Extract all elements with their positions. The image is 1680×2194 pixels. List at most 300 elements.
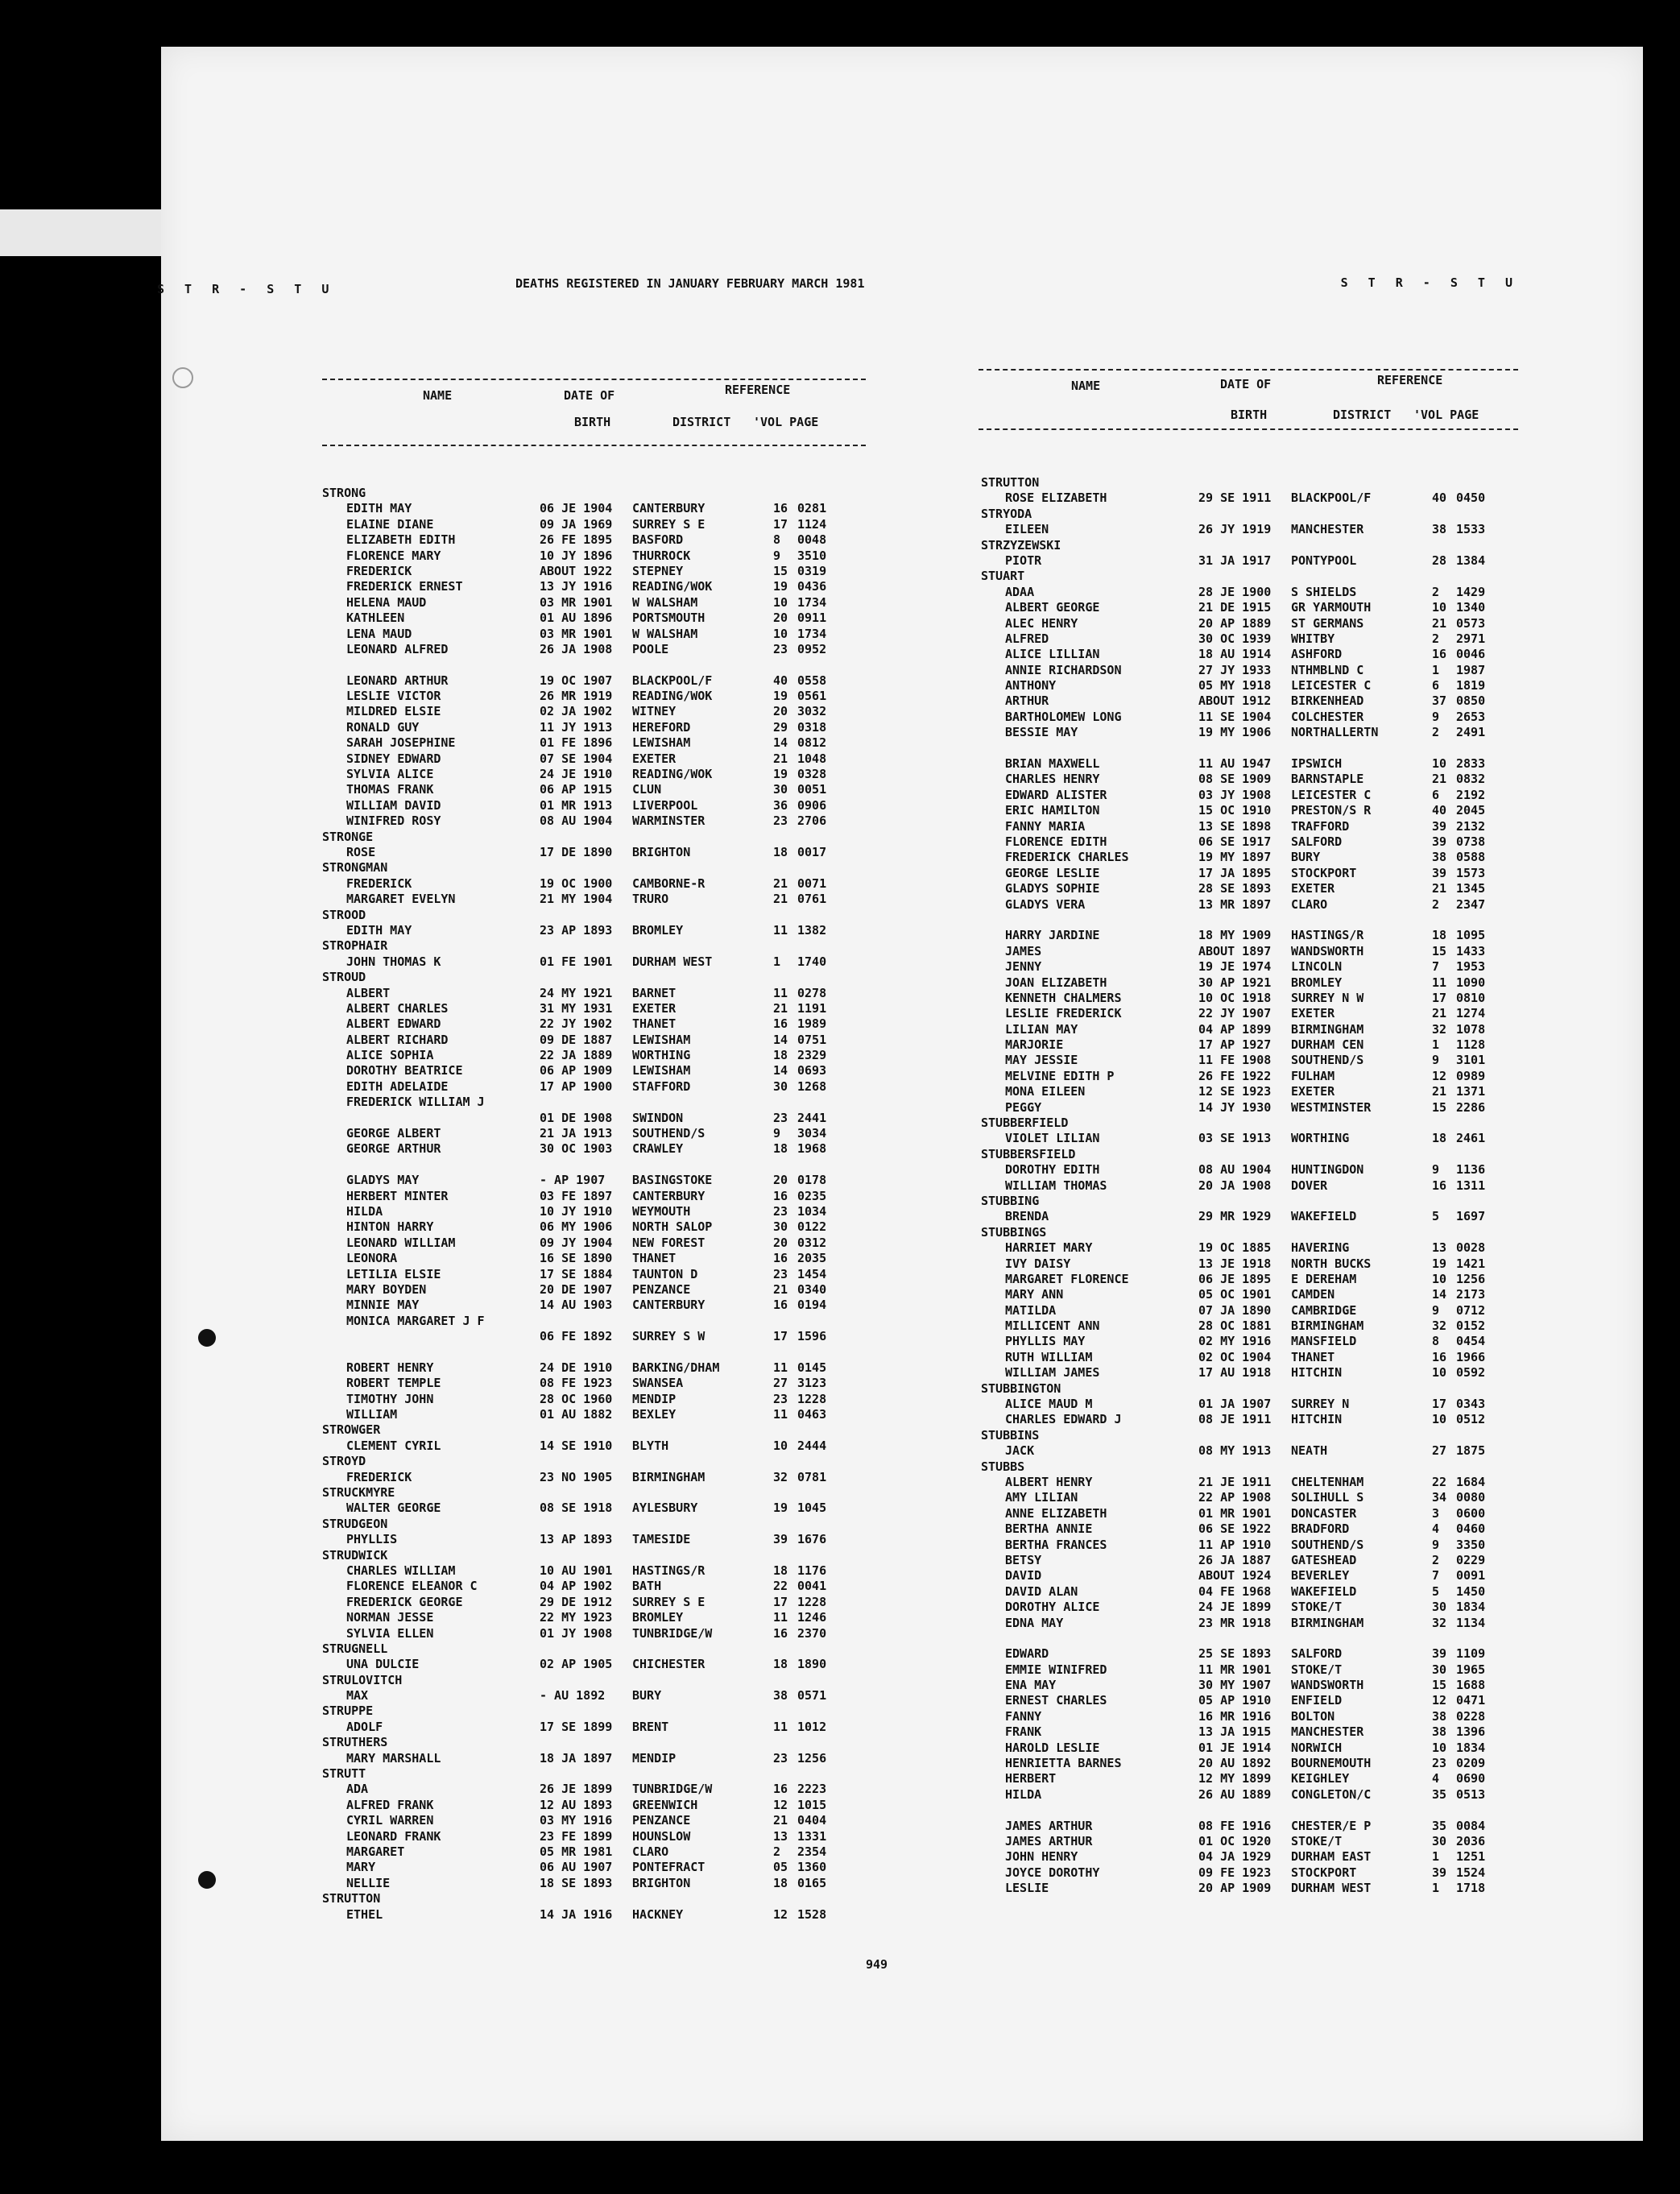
page: 1524 (1456, 1865, 1486, 1880)
death-entry (981, 1538, 1529, 1553)
page: 3510 (797, 548, 827, 563)
volume: 4 (1432, 1771, 1440, 1786)
death-entry (981, 819, 1529, 834)
forenames: BRIAN MAXWELL (1005, 756, 1100, 772)
death-entry (322, 1439, 870, 1454)
volume: 19 (773, 579, 788, 594)
volume: 17 (1432, 1397, 1447, 1412)
date-of-birth: 31 MY 1931 (540, 1000, 613, 1016)
forenames: LESLIE FREDERICK (1005, 1006, 1122, 1021)
forenames: LEONARD ALFRED (346, 641, 449, 656)
surname-heading (981, 475, 1529, 491)
death-entry (981, 772, 1529, 787)
page: 1251 (1456, 1849, 1486, 1865)
date-of-birth: 13 SE 1898 (1198, 818, 1272, 834)
page: 1274 (1456, 1006, 1486, 1021)
page: 0952 (797, 641, 827, 656)
district: STOCKPORT (1291, 1865, 1357, 1880)
death-entry (981, 647, 1529, 662)
date-of-birth: 04 FE 1968 (1198, 1583, 1272, 1599)
death-entry (981, 663, 1529, 678)
punch-hole (198, 1871, 216, 1889)
district: PRESTON/S R (1291, 803, 1372, 818)
page: 2706 (797, 813, 827, 829)
district: SOUTHEND/S (1291, 1053, 1364, 1068)
punch-hole (198, 1329, 216, 1347)
page: 2329 (797, 1048, 827, 1063)
volume: 18 (773, 1048, 788, 1063)
page: 2833 (1456, 756, 1486, 772)
volume: 21 (773, 892, 788, 907)
page: 1989 (797, 1016, 827, 1032)
death-entry (981, 1443, 1529, 1459)
col-vol-page: 'VOL PAGE (753, 415, 819, 429)
volume: 9 (1432, 709, 1440, 724)
date-of-birth: 14 JA 1916 (540, 1906, 613, 1922)
volume: 2 (1432, 631, 1440, 646)
volume: 32 (1432, 1615, 1447, 1630)
district: LEWISHAM (632, 1063, 691, 1078)
death-entry (322, 1033, 870, 1048)
date-of-birth: 26 AU 1889 (1198, 1786, 1272, 1802)
page: 0080 (1456, 1490, 1486, 1505)
volume: 39 (1432, 818, 1447, 834)
page: 0471 (1456, 1693, 1486, 1708)
surname-heading (322, 1703, 870, 1719)
volume: 3 (1432, 1505, 1440, 1521)
volume: 9 (773, 548, 781, 563)
district: MENDIP (632, 1750, 677, 1766)
page: 1965 (1456, 1662, 1486, 1677)
date-of-birth: 17 AU 1918 (1198, 1365, 1272, 1381)
death-entry (981, 1881, 1529, 1896)
forenames: HARRY JARDINE (1005, 928, 1100, 943)
volume: 16 (773, 1782, 788, 1797)
forenames: CHARLES WILLIAM (346, 1563, 456, 1578)
volume: 11 (773, 1610, 788, 1625)
death-entry (322, 1829, 870, 1844)
district: EXETER (1291, 881, 1335, 896)
district: LEWISHAM (632, 735, 691, 751)
date-of-birth: 19 OC 1885 (1198, 1240, 1272, 1256)
death-entry (981, 1084, 1529, 1099)
district: ST GERMANS (1291, 615, 1364, 631)
volume: 23 (773, 813, 788, 829)
district: WORTHING (1291, 1131, 1350, 1146)
volume: 22 (773, 1579, 788, 1594)
date-of-birth: 19 MY 1897 (1198, 850, 1272, 865)
district: HUNTINGDON (1291, 1162, 1364, 1178)
death-entry (322, 1001, 870, 1016)
district: STOKE/T (1291, 1600, 1343, 1615)
death-entry (981, 1819, 1529, 1834)
surname-heading (322, 1454, 870, 1469)
volume: 32 (1432, 1021, 1447, 1037)
page: 1834 (1456, 1740, 1486, 1755)
page: 0122 (797, 1219, 827, 1235)
page: 1968 (797, 1141, 827, 1157)
forenames: NORMAN JESSE (346, 1610, 434, 1625)
district: E DEREHAM (1291, 1271, 1357, 1286)
death-entry (981, 1100, 1529, 1116)
volume: 11 (773, 1360, 788, 1375)
page: 0810 (1456, 990, 1486, 1005)
district: WESTMINSTER (1291, 1099, 1372, 1115)
date-of-birth: 22 MY 1923 (540, 1610, 613, 1625)
page: 1740 (797, 954, 827, 969)
forenames: EILEEN (1005, 522, 1049, 537)
date-of-birth: 11 AP 1910 (1198, 1537, 1272, 1552)
district: SURREY N W (1291, 990, 1364, 1005)
death-entry (322, 1298, 870, 1313)
page: 0850 (1456, 693, 1486, 709)
surname: STRUGNELL (322, 1641, 388, 1656)
date-of-birth: 19 MY 1906 (1198, 725, 1272, 740)
page: 0328 (797, 767, 827, 782)
volume: 16 (773, 1188, 788, 1203)
forenames: BETSY (1005, 1552, 1042, 1567)
date-of-birth: 18 JA 1897 (540, 1750, 613, 1766)
district: S SHIELDS (1291, 584, 1357, 599)
death-entry (981, 1756, 1529, 1771)
volume: 16 (1432, 1349, 1447, 1364)
district: GR YARMOUTH (1291, 600, 1372, 615)
col-reference: REFERENCE (1377, 373, 1443, 387)
date-of-birth: - AP 1907 (540, 1173, 606, 1188)
death-entry (981, 616, 1529, 631)
page: 0343 (1456, 1397, 1486, 1412)
date-of-birth: 22 JA 1889 (540, 1048, 613, 1063)
date-of-birth: 24 MY 1921 (540, 985, 613, 1000)
death-entry (981, 1397, 1529, 1412)
forenames: NELLIE (346, 1875, 391, 1890)
district: BIRMINGHAM (1291, 1615, 1364, 1630)
forenames: JAMES ARTHUR (1005, 1818, 1093, 1833)
date-of-birth: 03 MY 1916 (540, 1813, 613, 1828)
date-of-birth: 06 FE 1892 (540, 1329, 613, 1344)
death-entry (981, 1662, 1529, 1678)
surname-heading (322, 1673, 870, 1688)
forenames: ANNE ELIZABETH (1005, 1505, 1107, 1521)
district: BARNSTAPLE (1291, 772, 1364, 787)
surname: STRUDGEON (322, 1516, 388, 1531)
district: DURHAM EAST (1291, 1849, 1372, 1865)
surname-heading (322, 1422, 870, 1438)
date-of-birth: 05 OC 1901 (1198, 1287, 1272, 1302)
volume: 21 (1432, 881, 1447, 896)
divider (322, 379, 866, 380)
death-entry (322, 720, 870, 735)
forenames: HERBERT MINTER (346, 1188, 449, 1203)
death-entry (981, 1069, 1529, 1084)
forenames: LENA MAUD (346, 626, 412, 641)
date-of-birth: 11 JY 1913 (540, 719, 613, 735)
district: CAMBRIDGE (1291, 1302, 1357, 1318)
surname: STRUTTON (322, 1891, 381, 1906)
volume: 32 (1432, 1318, 1447, 1334)
forenames: JAMES (1005, 943, 1042, 958)
forenames: CHARLES HENRY (1005, 772, 1100, 787)
volume: 23 (1432, 1756, 1447, 1771)
death-entry (981, 1553, 1529, 1568)
district: TUNBRIDGE/W (632, 1625, 713, 1641)
date-of-birth: 18 MY 1909 (1198, 928, 1272, 943)
district: WANDSWORTH (1291, 1678, 1364, 1693)
page: 2653 (1456, 709, 1486, 724)
district: HACKNEY (632, 1906, 684, 1922)
forenames: EMMIE WINIFRED (1005, 1662, 1107, 1677)
page: 0235 (797, 1188, 827, 1203)
volume: 21 (1432, 1006, 1447, 1021)
death-entry (322, 1141, 870, 1157)
district: NORWICH (1291, 1740, 1343, 1755)
death-entry (322, 813, 870, 829)
district: CANTERBURY (632, 501, 706, 516)
page: 0911 (797, 611, 827, 626)
volume: 10 (773, 594, 788, 610)
forenames: SYLVIA ALICE (346, 767, 434, 782)
forenames: ALBERT GEORGE (1005, 600, 1100, 615)
death-entry (981, 1678, 1529, 1693)
death-entry (322, 1016, 870, 1032)
district: FULHAM (1291, 1068, 1335, 1083)
forenames: MARY ANN (1005, 1287, 1064, 1302)
date-of-birth: 02 MY 1916 (1198, 1334, 1272, 1349)
district: BIRKENHEAD (1291, 693, 1364, 709)
volume: 6 (1432, 787, 1440, 802)
page: 0592 (1456, 1365, 1486, 1381)
death-entry (981, 944, 1529, 959)
volume: 14 (773, 735, 788, 751)
forenames: ALBERT EDWARD (346, 1016, 441, 1032)
forenames: UNA DULCIE (346, 1657, 420, 1672)
death-entry (981, 1178, 1529, 1194)
volume: 18 (1432, 1131, 1447, 1146)
page: 2441 (797, 1110, 827, 1125)
volume: 16 (773, 1016, 788, 1032)
district: DURHAM WEST (1291, 1881, 1372, 1896)
volume: 12 (1432, 1068, 1447, 1083)
district: LINCOLN (1291, 959, 1343, 975)
date-of-birth: 10 AU 1901 (540, 1563, 613, 1578)
death-entry (981, 725, 1529, 740)
death-entry (981, 1131, 1529, 1146)
forenames: GLADYS MAY (346, 1173, 420, 1188)
volume: 23 (773, 641, 788, 656)
date-of-birth: 28 OC 1881 (1198, 1318, 1272, 1334)
page: 1095 (1456, 928, 1486, 943)
death-entry (981, 553, 1529, 569)
district: IPSWICH (1291, 756, 1343, 772)
date-of-birth: 26 JE 1899 (540, 1782, 613, 1797)
district: SALFORD (1291, 1646, 1343, 1662)
col-birth: BIRTH (574, 415, 611, 429)
date-of-birth: 12 AU 1893 (540, 1797, 613, 1812)
surname: STUART (981, 569, 1025, 584)
date-of-birth: 17 DE 1890 (540, 844, 613, 859)
district: READING/WOK (632, 767, 713, 782)
date-of-birth: 23 NO 1905 (540, 1469, 613, 1484)
surname-heading (322, 938, 870, 954)
surname: STRUTTON (981, 475, 1040, 490)
death-entry (981, 1616, 1529, 1631)
death-entry (981, 1490, 1529, 1505)
page-number: 949 (866, 1957, 888, 1972)
volume: 14 (773, 1032, 788, 1047)
date-of-birth: 08 JE 1911 (1198, 1412, 1272, 1427)
death-entry (322, 751, 870, 767)
district: EXETER (632, 751, 677, 766)
forenames: ALBERT HENRY (1005, 1475, 1093, 1489)
volume: 21 (773, 751, 788, 766)
date-of-birth: 15 OC 1910 (1198, 803, 1272, 818)
volume: 10 (1432, 600, 1447, 615)
volume: 18 (773, 1875, 788, 1890)
district: STAFFORD (632, 1078, 691, 1094)
date-of-birth: 25 SE 1893 (1198, 1646, 1272, 1662)
header-left: S T R - S T U (157, 282, 336, 296)
volume: 15 (1432, 1099, 1447, 1115)
death-entry (981, 1022, 1529, 1037)
row-gap (981, 1803, 1529, 1818)
page: 1109 (1456, 1646, 1486, 1662)
death-entry (981, 1724, 1529, 1740)
date-of-birth: 09 FE 1923 (1198, 1865, 1272, 1880)
district: BURY (1291, 850, 1321, 865)
district: WITNEY (632, 704, 677, 719)
forenames: DAVID ALAN (1005, 1583, 1078, 1599)
page: 0436 (797, 579, 827, 594)
page: 0588 (1456, 850, 1486, 865)
death-entry (322, 767, 870, 782)
date-of-birth: 03 MR 1901 (540, 626, 613, 641)
death-entry (322, 1860, 870, 1875)
volume: 2 (1432, 725, 1440, 740)
forenames: MONICA MARGARET J F (346, 1313, 485, 1328)
death-entry (322, 1782, 870, 1797)
district: EXETER (632, 1000, 677, 1016)
death-entry (322, 564, 870, 579)
forenames: LEONORA (346, 1251, 398, 1266)
district: HITCHIN (1291, 1365, 1343, 1381)
page: 1124 (797, 516, 827, 532)
page: 0145 (797, 1360, 827, 1375)
date-of-birth: 04 JA 1929 (1198, 1849, 1272, 1865)
district: LIVERPOOL (632, 797, 698, 813)
forenames: WALTER GEORGE (346, 1501, 441, 1516)
volume: 11 (773, 1407, 788, 1422)
district: MENDIP (632, 1391, 677, 1406)
district: BEVERLEY (1291, 1568, 1350, 1583)
row-gap (981, 1631, 1529, 1646)
volume: 12 (773, 1906, 788, 1922)
right-entries (981, 475, 1529, 1897)
surname-heading (981, 1147, 1529, 1162)
death-entry (981, 522, 1529, 537)
forenames: DOROTHY BEATRICE (346, 1063, 463, 1078)
surname-heading (322, 1548, 870, 1563)
date-of-birth: 14 AU 1903 (540, 1298, 613, 1313)
death-entry (981, 834, 1529, 850)
forenames: HAROLD LESLIE (1005, 1740, 1100, 1755)
date-of-birth: 19 JE 1974 (1198, 959, 1272, 975)
page: 0017 (797, 844, 827, 859)
date-of-birth: 06 JE 1895 (1198, 1271, 1272, 1286)
volume: 1 (1432, 1037, 1440, 1053)
district: STEPNEY (632, 563, 684, 578)
district: COLCHESTER (1291, 709, 1364, 724)
date-of-birth: 11 SE 1904 (1198, 709, 1272, 724)
forenames: LEONARD FRANK (346, 1828, 441, 1844)
volume: 39 (1432, 834, 1447, 849)
volume: 10 (1432, 1365, 1447, 1381)
date-of-birth: 06 AP 1915 (540, 782, 613, 797)
date-of-birth: 16 SE 1890 (540, 1251, 613, 1266)
page: 1034 (797, 1203, 827, 1219)
district: BRENT (632, 1719, 669, 1734)
district: CHICHESTER (632, 1657, 706, 1672)
surname: STRULOVITCH (322, 1672, 403, 1687)
district: ENFIELD (1291, 1693, 1343, 1708)
forenames: ELIZABETH EDITH (346, 532, 456, 548)
date-of-birth: 28 SE 1893 (1198, 881, 1272, 896)
forenames: MILDRED ELSIE (346, 704, 441, 719)
surname-heading (981, 1381, 1529, 1397)
page: 1191 (797, 1000, 827, 1016)
death-entry (981, 1209, 1529, 1224)
forenames: ROSE ELIZABETH (1005, 491, 1107, 506)
forenames: LEONARD ARTHUR (346, 673, 449, 688)
page: 0600 (1456, 1505, 1486, 1521)
forenames: SYLVIA ELLEN (346, 1625, 434, 1641)
death-entry (981, 959, 1529, 975)
forenames: HERBERT (1005, 1771, 1057, 1786)
date-of-birth: 26 FE 1895 (540, 532, 613, 548)
volume: 38 (1432, 1724, 1447, 1740)
page: 0463 (797, 1407, 827, 1422)
page: 1345 (1456, 881, 1486, 896)
volume: 12 (1432, 1693, 1447, 1708)
page: 1734 (797, 626, 827, 641)
district: CAMBORNE-R (632, 876, 706, 891)
death-entry (981, 1256, 1529, 1272)
page: 0512 (1456, 1412, 1486, 1427)
death-entry (981, 1475, 1529, 1490)
surname-heading (322, 1766, 870, 1782)
death-entry (981, 1600, 1529, 1615)
death-entry (322, 689, 870, 704)
page: 2971 (1456, 631, 1486, 646)
page: 1718 (1456, 1881, 1486, 1896)
death-entry (322, 595, 870, 611)
volume: 34 (1432, 1490, 1447, 1505)
forenames: MELVINE EDITH P (1005, 1068, 1115, 1083)
surname-heading (322, 860, 870, 876)
surname-heading (981, 538, 1529, 553)
district: SALFORD (1291, 834, 1343, 849)
volume: 21 (773, 876, 788, 891)
date-of-birth: 20 DE 1907 (540, 1281, 613, 1297)
date-of-birth: 30 AP 1921 (1198, 975, 1272, 990)
col-name: NAME (1071, 379, 1101, 393)
forenames: MARY MARSHALL (346, 1750, 441, 1766)
page: 2173 (1456, 1287, 1486, 1302)
forenames: JACK (1005, 1443, 1035, 1459)
death-entry (322, 1563, 870, 1579)
forenames: JOHN THOMAS K (346, 954, 441, 969)
surname-heading (322, 1485, 870, 1501)
death-entry (981, 491, 1529, 506)
